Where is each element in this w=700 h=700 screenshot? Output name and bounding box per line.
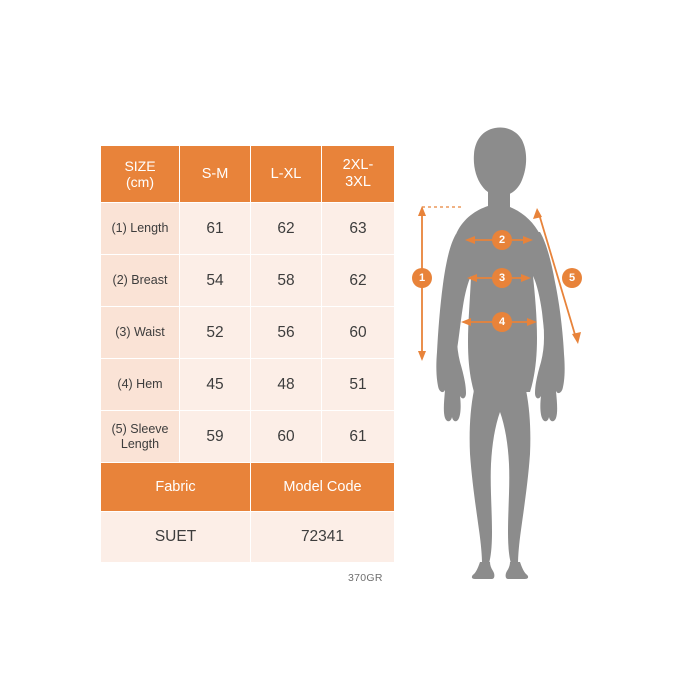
header-2xl-line1: 2XL- [342,157,374,174]
cell-waist-lxl: 56 [251,307,322,359]
cell-breast-lxl: 58 [251,255,322,307]
footer-value-fabric: SUET [101,512,251,563]
cell-sleeve-sm: 59 [180,411,251,463]
cell-hem-2xl3xl: 51 [322,359,395,411]
size-table [100,145,395,563]
fabric-weight-note: 370GR [348,572,383,584]
cell-breast-2xl3xl: 62 [322,255,395,307]
row-label-hem: (4) Hem [101,359,180,411]
cell-hem-lxl: 48 [251,359,322,411]
measurement-badge-1: 1 [412,268,432,288]
cell-sleeve-lxl: 60 [251,411,322,463]
cell-length-sm: 61 [180,203,251,255]
table-footer-value-row [101,512,395,563]
header-2xl-3xl [322,146,395,203]
measurement-badge-2: 2 [492,230,512,250]
header-s-m: S-M [180,146,251,203]
header-size-cm [101,146,180,203]
row-label-breast: (2) Breast [101,255,180,307]
footer-header-model-code: Model Code [251,463,395,512]
table-row [101,411,395,463]
row-label-length: (1) Length [101,203,180,255]
body-silhouette-icon [400,110,660,580]
row-label-waist: (3) Waist [101,307,180,359]
footer-header-fabric: Fabric [101,463,251,512]
table-row [101,255,395,307]
cell-sleeve-2xl3xl: 61 [322,411,395,463]
cell-waist-2xl3xl: 60 [322,307,395,359]
header-2xl-line2: 3XL [345,174,371,190]
header-l-xl: L-XL [251,146,322,203]
row-label-sleeve-line1: (5) Sleeve [111,422,169,437]
table-row [101,203,395,255]
cell-length-2xl3xl: 63 [322,203,395,255]
row-label-sleeve-length [101,411,180,463]
table-footer-header-row [101,463,395,512]
measurement-badge-5: 5 [562,268,582,288]
table-row [101,359,395,411]
cell-breast-sm: 54 [180,255,251,307]
measurement-badge-3: 3 [492,268,512,288]
footer-value-model-code: 72341 [251,512,395,563]
header-size-line1: SIZE [124,157,156,174]
cell-waist-sm: 52 [180,307,251,359]
row-label-sleeve-line2: Length [120,436,160,451]
cell-hem-sm: 45 [180,359,251,411]
figure-area [400,110,660,580]
measurement-badge-4: 4 [492,312,512,332]
header-size-line2: (cm) [126,174,154,190]
table-row [101,307,395,359]
table-header-row [101,146,395,203]
cell-length-lxl: 62 [251,203,322,255]
